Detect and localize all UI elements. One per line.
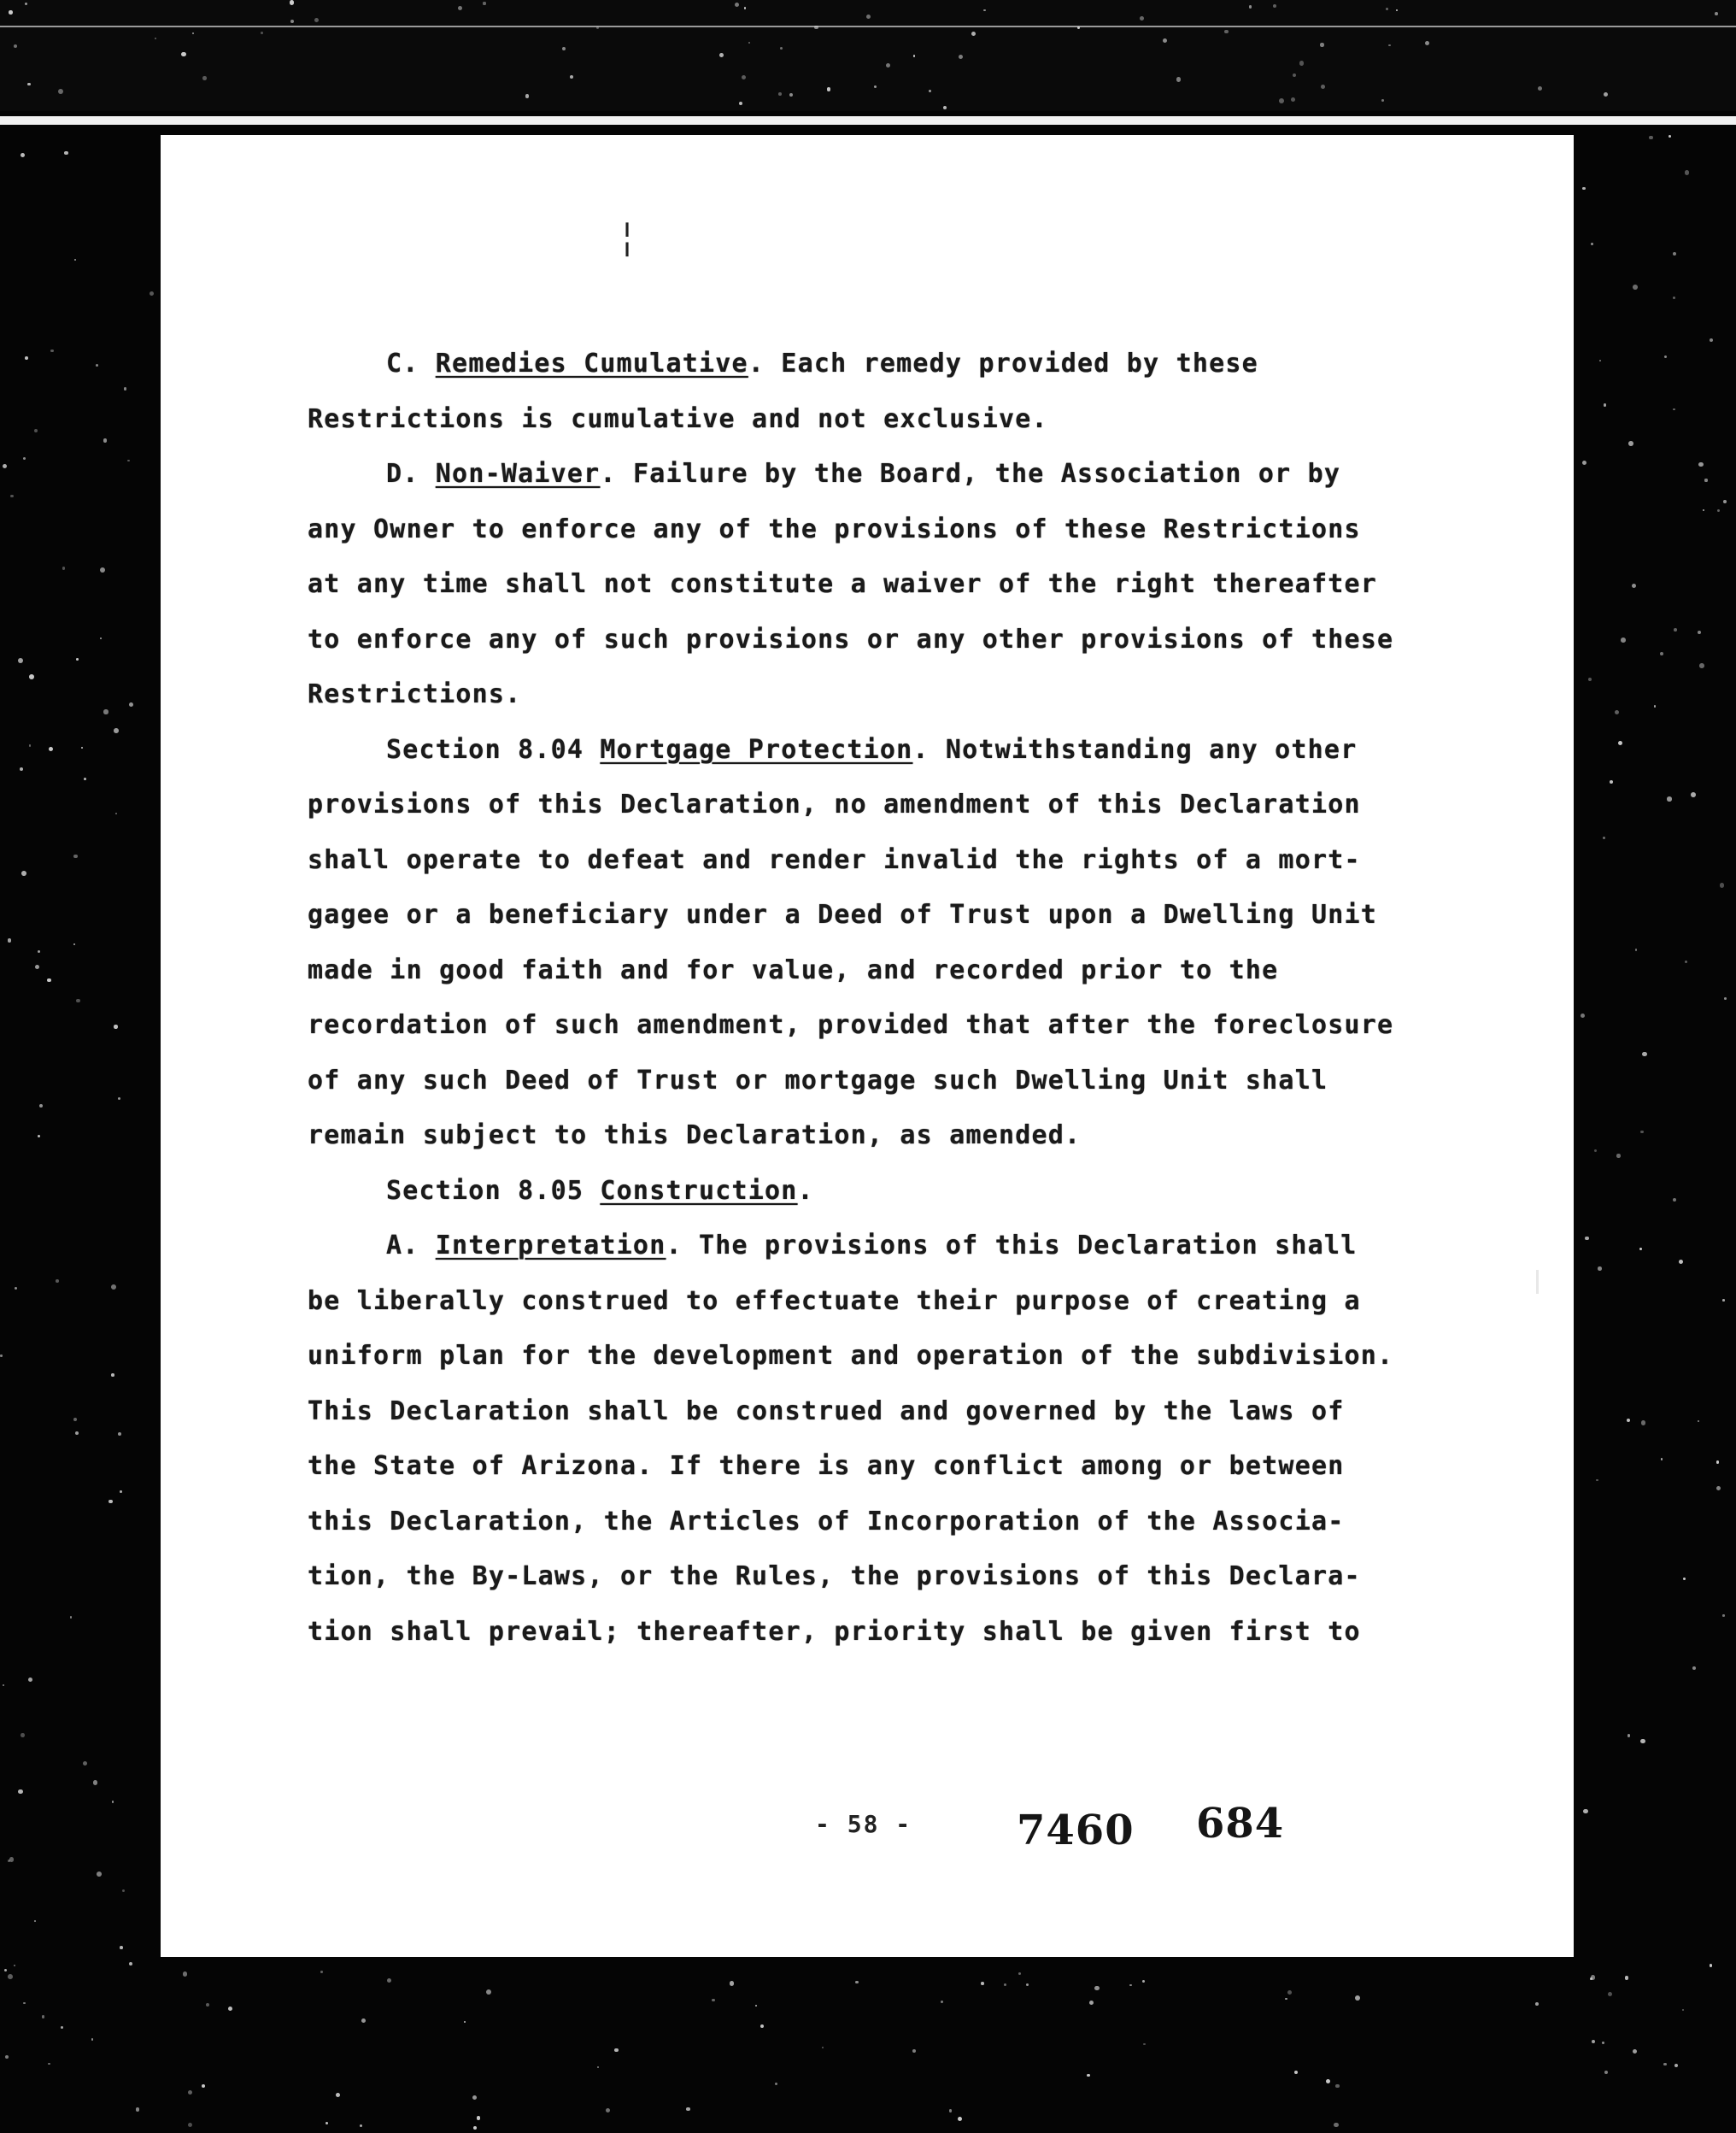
scan-speck (136, 2107, 139, 2111)
scan-speck (61, 2026, 63, 2029)
scan-speck (1388, 44, 1390, 46)
scan-speck (1664, 356, 1667, 358)
scan-speck (755, 2005, 757, 2007)
scan-speck (473, 2126, 477, 2130)
scan-speck (1604, 2071, 1608, 2074)
paragraph-line: any Owner to enforce any of the provisions of these Restrictions (308, 514, 1361, 544)
scan-speck (96, 364, 98, 367)
scan-speck (64, 151, 67, 155)
section-heading: Non-Waiver (435, 459, 601, 489)
scan-speck (1685, 170, 1690, 175)
scan-speck (93, 1780, 98, 1785)
scan-speck (35, 965, 40, 970)
scan-speck (29, 744, 31, 746)
scan-speck (744, 7, 746, 9)
scan-speck (1089, 2001, 1094, 2005)
scan-speck (1723, 500, 1727, 503)
scan-speck (1143, 2043, 1145, 2045)
section-heading: Interpretation (435, 1231, 666, 1260)
scan-speck (1641, 1420, 1645, 1425)
scan-speck (1294, 2071, 1298, 2074)
scan-speck (5, 2055, 9, 2059)
scan-speck (686, 2107, 690, 2112)
scan-speck (1610, 780, 1613, 784)
recording-stamp-page: 684 (1196, 1800, 1285, 1848)
scan-speck (387, 1978, 391, 1983)
scan-speck (1699, 663, 1704, 668)
scan-speck (1633, 2049, 1637, 2054)
scan-speck (1004, 1983, 1007, 1987)
scan-speck (748, 42, 750, 44)
scan-speck (3, 464, 7, 468)
scan-speck (228, 2007, 232, 2011)
scan-speck (1722, 1614, 1724, 1616)
scan-speck (719, 53, 724, 57)
scan-speck (1535, 2002, 1539, 2006)
scan-speck (1355, 1995, 1360, 2001)
scan-speck (290, 20, 294, 23)
scan-speck (1538, 86, 1542, 91)
scan-speck (1026, 1983, 1029, 1986)
scan-speck (1628, 441, 1633, 446)
paragraph-line: Section 8.05 Construction. (386, 1175, 814, 1206)
scan-speck (1603, 837, 1605, 839)
scan-speck (1642, 1052, 1647, 1057)
recording-stamp-book: 7460 (1017, 1807, 1135, 1854)
section-heading: Mortgage Protection (600, 734, 913, 765)
scan-edge-line (0, 116, 1736, 125)
scan-speck (21, 871, 26, 876)
scan-speck (1692, 1666, 1696, 1670)
scan-speck (9, 1857, 15, 1862)
scan-speck (1691, 792, 1696, 797)
scan-speck (25, 356, 28, 360)
scan-speck (1596, 1479, 1598, 1482)
scan-speck (124, 387, 126, 390)
scan-speck (1633, 285, 1638, 290)
scan-speck (1291, 97, 1295, 102)
scan-speck (115, 813, 117, 814)
scan-speck (3, 1684, 4, 1686)
scan-speck (1320, 43, 1323, 46)
scan-speck (39, 1104, 43, 1108)
scan-speck (1716, 1486, 1721, 1490)
scan-speck (1673, 252, 1677, 256)
scan-speck (18, 658, 23, 663)
scan-speck (83, 1761, 87, 1766)
scan-speck (1639, 1248, 1642, 1250)
scan-speck (38, 1135, 40, 1137)
scan-speck (1604, 403, 1606, 406)
scan-speck (1583, 1809, 1588, 1814)
scan-speck (8, 938, 12, 943)
scan-speck (1615, 710, 1619, 714)
scan-speck (1720, 883, 1725, 888)
scan-speck (206, 2003, 209, 2007)
scan-speck (983, 9, 986, 12)
scan-speck (1279, 98, 1284, 103)
scan-speck (97, 1872, 102, 1877)
scan-speck (614, 2048, 618, 2052)
scan-speck (606, 2108, 610, 2112)
paragraph-line: to enforce any of such provisions or any other provisions of these (308, 624, 1394, 655)
scan-speck (1592, 2040, 1595, 2043)
paragraph-line: this Declaration, the Articles of Incorporation of the Associa- (308, 1506, 1345, 1537)
scan-speck (360, 2124, 362, 2127)
scan-speck (1425, 41, 1429, 45)
scan-speck (1640, 1131, 1643, 1133)
scan-speck (1616, 1154, 1620, 1157)
scan-speck (122, 1889, 125, 1892)
scan-speck (111, 1373, 114, 1377)
scan-speck (1591, 1975, 1595, 1979)
scan-speck (290, 0, 294, 4)
scan-speck (1582, 461, 1586, 465)
scan-speck (42, 2015, 44, 2018)
page-number: - 58 - (815, 1810, 912, 1838)
scan-speck (188, 2090, 192, 2095)
paragraph-line: A. Interpretation. The provisions of this Declaration shall (386, 1231, 1358, 1260)
scan-speck (28, 1678, 33, 1683)
scan-speck (1588, 678, 1592, 681)
scan-speck (981, 1982, 984, 1985)
scan-speck (1698, 631, 1701, 634)
scan-speck (1618, 741, 1623, 746)
scan-speck (949, 2109, 953, 2112)
section-heading: Construction (600, 1175, 798, 1206)
paragraph-line: tion, the By-Laws, or the Rules, the provisions of this Declara- (308, 1561, 1361, 1591)
scan-speck (1594, 1149, 1597, 1152)
scan-speck (34, 1920, 36, 1922)
scan-speck (1673, 297, 1675, 299)
scan-speck (1632, 584, 1636, 588)
margin-mark: ╎ (617, 220, 638, 260)
scan-artifact-line (0, 26, 1736, 27)
scan-speck (1682, 2009, 1684, 2011)
paragraph-line: made in good faith and for value, and recorded prior to the (308, 955, 1279, 985)
paragraph-line: Section 8.04 Mortgage Protection. Notwithstanding any other (386, 734, 1358, 765)
paragraph-line: Restrictions is cumulative and not exclusive. (308, 403, 1048, 434)
paragraph-line: D. Non-Waiver. Failure by the Board, the Association or by (386, 459, 1341, 489)
scan-speck (1669, 135, 1671, 138)
scan-speck (1703, 509, 1704, 511)
scan-speck (29, 674, 34, 679)
scan-speck (1285, 1998, 1287, 2001)
paragraph-line: of any such Deed of Trust or mortgage such Dwelling Unit shall (308, 1065, 1328, 1096)
scan-speck (1249, 5, 1252, 8)
scan-speck (958, 2117, 962, 2121)
scan-speck (1582, 187, 1586, 191)
scan-speck (1667, 796, 1671, 801)
scan-speck (21, 153, 25, 157)
scan-speck (103, 709, 108, 714)
scan-speck (48, 2063, 50, 2065)
scan-speck (486, 1989, 491, 1995)
scan-speck (1683, 1578, 1686, 1580)
scan-speck (111, 1284, 116, 1290)
scan-speck (202, 76, 207, 80)
scan-speck (1602, 2042, 1604, 2043)
scan-speck (730, 1981, 735, 1986)
scan-speck (1674, 2064, 1678, 2067)
scan-speck (1640, 1739, 1645, 1744)
scan-speck (38, 950, 40, 953)
scan-speck (1599, 360, 1602, 362)
scan-speck (1628, 1734, 1631, 1737)
scan-speck (56, 1279, 59, 1283)
scan-speck (118, 1432, 121, 1436)
scan-speck (1140, 16, 1144, 21)
scan-speck (112, 1801, 114, 1802)
scan-speck (1717, 509, 1720, 512)
scan-speck (23, 2002, 25, 2004)
paragraph-line: the State of Arizona. If there is any conflict among or between (308, 1451, 1345, 1481)
scan-speck (1627, 1419, 1630, 1422)
scan-speck (100, 638, 102, 639)
scan-speck (1591, 243, 1593, 245)
scan-speck (596, 26, 599, 29)
scan-speck (1716, 1460, 1720, 1464)
scan-speck (1698, 1420, 1699, 1422)
scan-speck (1129, 1984, 1132, 1987)
scan-speck (1077, 26, 1080, 29)
scan-speck (73, 855, 77, 858)
scan-speck (183, 1971, 187, 1976)
scan-speck (1287, 1990, 1292, 1995)
paragraph-line: gagee or a beneficiary under a Deed of Trust upon a Dwelling Unit (308, 900, 1377, 930)
section-heading: Remedies Cumulative (435, 349, 748, 379)
scan-speck (91, 2038, 94, 2041)
scan-speck (192, 32, 194, 34)
scan-speck (34, 429, 38, 432)
scan-speck (129, 702, 133, 707)
scan-speck (1585, 1237, 1589, 1241)
scan-speck (1673, 408, 1674, 410)
scan-speck (1625, 1976, 1629, 1980)
scan-speck (103, 438, 107, 442)
scan-speck (74, 259, 76, 261)
scan-speck (62, 567, 66, 570)
scan-speck (597, 2066, 599, 2068)
paragraph-line: uniform plan for the development and operation of the subdivision. (308, 1341, 1394, 1371)
scan-speck (100, 567, 105, 573)
scan-speck (855, 1981, 859, 1984)
scan-speck (114, 728, 119, 733)
scan-speck (1654, 705, 1656, 707)
scan-speck (129, 1962, 132, 1966)
scan-speck (15, 1287, 17, 1290)
scan-speck (8, 1974, 13, 1979)
scan-speck (1321, 85, 1325, 89)
scan-speck (1273, 4, 1277, 9)
scan-speck (361, 2018, 366, 2023)
scan-speck (150, 291, 154, 296)
scan-speck (336, 2093, 340, 2097)
scan-speck (120, 1490, 122, 1493)
scan-speck (1673, 1198, 1676, 1202)
scan-speck (0, 1354, 2, 1356)
scan-speck (49, 747, 53, 751)
document-page (161, 135, 1574, 1957)
scan-speck (1335, 2084, 1340, 2089)
scan-speck (81, 747, 83, 749)
scan-speck (1724, 997, 1727, 1000)
scan-speck (1685, 961, 1687, 963)
scan-speck (25, 3, 27, 5)
scan-speck (1224, 30, 1228, 33)
scan-speck (1710, 338, 1713, 342)
scan-speck (21, 1733, 25, 1737)
scan-speck (50, 350, 53, 352)
scan-speck (477, 2116, 481, 2120)
scan-speck (827, 87, 830, 91)
scan-speck (778, 92, 782, 96)
scan-speck (9, 10, 13, 15)
scan-speck (20, 767, 23, 771)
scan-speck (181, 52, 186, 57)
scan-speck (27, 83, 31, 86)
scan-speck (1679, 1260, 1683, 1264)
scan-speck (120, 1946, 123, 1949)
scan-speck (760, 2024, 764, 2028)
paragraph-line: remain subject to this Declaration, as amended. (308, 1120, 1082, 1150)
scan-speck (70, 1616, 72, 1618)
scan-speck (780, 47, 783, 50)
scan-speck (1663, 2063, 1666, 2065)
scan-speck (73, 943, 75, 945)
scan-speck (118, 1097, 120, 1100)
scan-speck (775, 2083, 777, 2085)
scan-speck (822, 2047, 824, 2048)
scan-speck (1649, 136, 1652, 139)
scan-speck (1608, 1992, 1612, 1996)
scan-speck (814, 26, 818, 29)
scan-speck (188, 2123, 192, 2127)
margin-tick-mark (1536, 1270, 1539, 1294)
scan-speck (75, 1431, 79, 1435)
scan-speck (1176, 77, 1182, 82)
scan-speck (912, 2049, 916, 2053)
document-body (308, 337, 1418, 1660)
scan-speck (1710, 1964, 1713, 1967)
scan-speck (1581, 1014, 1585, 1018)
paragraph-line: at any time shall not constitute a waiver of the right thereafter (308, 569, 1377, 599)
scan-speck (4, 1969, 7, 1971)
scan-speck (1661, 1458, 1663, 1460)
paragraph-line: recordation of such amendment, provided that after the foreclosure (308, 1010, 1394, 1040)
scan-speck (127, 460, 129, 461)
scan-speck (73, 1418, 77, 1421)
scan-speck (108, 1500, 113, 1504)
scan-speck (1334, 2123, 1339, 2128)
paragraph-line: This Declaration shall be construed and governed by the laws of (308, 1396, 1345, 1426)
scan-speck (1142, 1980, 1145, 1983)
scan-speck (886, 63, 890, 68)
scan-speck (14, 1965, 16, 1967)
scan-speck (472, 2095, 477, 2100)
scan-speck (114, 1025, 117, 1028)
scan-speck (562, 47, 566, 50)
scan-speck (1326, 2079, 1330, 2083)
scan-speck (1087, 2074, 1089, 2077)
scan-speck (483, 2, 485, 4)
scan-speck (1018, 1972, 1021, 1975)
scan-speck (1674, 628, 1677, 632)
paragraph-line: tion shall prevail; thereafter, priority shall be given first to (308, 1616, 1361, 1647)
paragraph-line: be liberally construed to effectuate their purpose of creating a (308, 1285, 1361, 1316)
scan-speck (1660, 652, 1663, 655)
scan-speck (320, 1971, 323, 1973)
scan-speck (941, 2001, 943, 2003)
scan-speck (1604, 92, 1608, 97)
paragraph-line: C. Remedies Cumulative. Each remedy provided by these (386, 349, 1258, 379)
scan-speck (47, 978, 51, 983)
scan-speck (1704, 479, 1707, 481)
scan-speck (1621, 638, 1626, 643)
scan-speck (1722, 1299, 1725, 1302)
scan-speck (1598, 1266, 1602, 1271)
scan-speck (76, 658, 79, 661)
scan-speck (1094, 1986, 1100, 1991)
scan-speck (18, 1789, 22, 1794)
scan-speck (1163, 38, 1167, 43)
scan-speck (202, 2084, 205, 2088)
scan-speck (464, 2021, 466, 2023)
scan-speck (326, 2122, 328, 2124)
scan-speck (712, 1999, 714, 2001)
paragraph-line: provisions of this Declaration, no amendment of this Declaration (308, 790, 1361, 820)
scan-speck (1635, 949, 1637, 950)
scan-speck (1698, 462, 1703, 467)
paragraph-line: shall operate to defeat and render invalid the rights of a mort- (308, 844, 1361, 875)
scan-speck (76, 999, 79, 1002)
scan-speck (84, 778, 86, 780)
scan-speck (10, 495, 13, 497)
scan-speck (23, 457, 26, 460)
paragraph-line: Restrictions. (308, 679, 522, 709)
